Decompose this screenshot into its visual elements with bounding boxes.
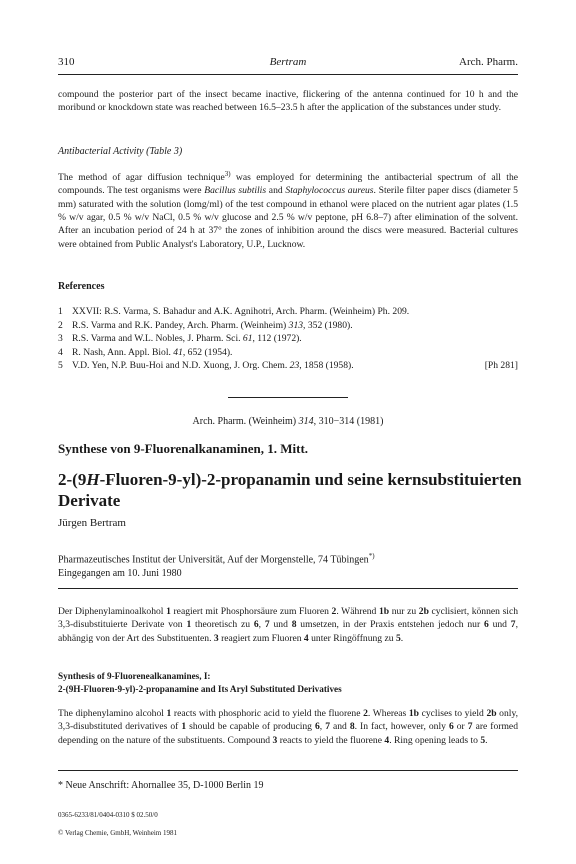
footnote-ref: 3) <box>224 170 231 178</box>
abstract-text: . Während <box>336 606 379 617</box>
para-text: The method of agar diffusion technique <box>58 172 225 184</box>
reference-item <box>58 359 518 373</box>
para-text: was employed for determining the antibacterial spectrum of all the compounds. The test organisms were <box>58 172 519 197</box>
antibacterial-paragraph <box>58 168 518 251</box>
abstract-text: unter Ringöffnung zu <box>308 632 396 644</box>
organism-name: Staphylococcus aureus <box>285 185 374 197</box>
abstract-text: Der Diphenylaminoalkohol <box>58 606 167 617</box>
running-header <box>58 56 518 72</box>
compound-number: 6 <box>314 721 320 733</box>
citation-line: Arch. Pharm. (Weinheim) 314, 310−314 (1981) <box>192 416 384 427</box>
abstract-text: are formed depending on the nature of the substituents. Compound <box>58 721 518 746</box>
reference-number: 4 <box>58 346 63 358</box>
compound-number: 6 <box>483 619 489 631</box>
affiliation <box>58 549 375 581</box>
abstract-text: and <box>329 721 350 733</box>
abstract-text: should be capable of producing <box>186 721 315 733</box>
abstract-text: . <box>485 734 488 746</box>
article-title: 2-(9H-Fluoren-9-yl)-2-propanamin und seine kernsubstituierten Derivate <box>58 470 522 510</box>
reference-text: R.S. Varma and R.K. Pandey, Arch. Pharm. (Weinheim) 313, 352 (1980). <box>72 319 353 331</box>
abstract-text: , <box>319 721 326 733</box>
reference-text: R.S. Varma and W.L. Nobles, J. Pharm. Sci. 61, 112 (1972). <box>72 333 302 345</box>
references-list <box>58 305 518 373</box>
abstract-text: und <box>269 619 292 631</box>
antibacterial-heading: Antibacterial Activity (Table 3) <box>58 146 183 157</box>
footnote: * Neue Anschrift: Ahornallee 35, D-1000 Berlin 19 <box>58 780 264 791</box>
abstract-text: The diphenylamino alcohol <box>58 708 167 719</box>
compound-number: 7 <box>510 619 516 631</box>
compound-number: 6 <box>448 721 454 733</box>
running-author: Bertram <box>269 56 307 68</box>
reference-number: 1 <box>58 306 63 317</box>
header-rule <box>58 74 518 75</box>
abstract-text: nur zu <box>389 606 419 617</box>
reference-item <box>58 319 518 333</box>
running-journal: Arch. Pharm. <box>459 56 518 68</box>
english-article-title: 2-(9H-Fluoren-9-yl)-2-propanamine and Its Aryl Substituted Derivatives <box>58 683 342 694</box>
reference-number: 3 <box>58 333 63 345</box>
abstract-text: cyclises to yield <box>419 708 487 719</box>
compound-number: 7 <box>325 721 330 733</box>
compound-number: 8 <box>349 721 355 733</box>
compound-number: 2 <box>363 708 368 719</box>
compound-number: 3 <box>213 632 219 644</box>
received-date: Eingegangen am 10. Juni 1980 <box>58 568 182 580</box>
reference-item <box>58 346 518 360</box>
compound-number: 7 <box>264 619 270 631</box>
english-series-title: Synthesis of 9-Fluorenealkanamines, I: <box>58 671 211 681</box>
english-heading <box>58 670 518 695</box>
reference-number: 2 <box>58 319 63 331</box>
compound-number: 1 <box>181 721 187 733</box>
abstract-text: . In fact, however, only <box>354 721 449 733</box>
footnote-marker: *) <box>368 552 375 560</box>
abstract-rule-top <box>58 588 518 589</box>
author-name: Jürgen Bertram <box>58 517 126 529</box>
article-separator <box>228 397 348 398</box>
compound-number: 3 <box>272 734 278 746</box>
compound-number: 2b <box>418 606 429 617</box>
reference-item <box>58 305 518 319</box>
abstract-text: reagiert zum Fluoren <box>218 632 304 644</box>
issn-line: 0365-6233/81/0404-0310 $ 02.50/0 <box>58 811 158 819</box>
compound-number: 1 <box>166 708 172 719</box>
abstract-text: umsetzen, in der Praxis entstehen jedoch nur <box>296 619 484 631</box>
references-heading: References <box>58 281 105 292</box>
abstract-text: reacts to yield the fluorene <box>277 734 385 746</box>
reference-item <box>58 332 518 346</box>
abstract-text: . Ring opening leads to <box>389 734 481 746</box>
abstract-text: . <box>400 632 404 644</box>
abstract-text: , abhängig von der Art des Substituenten. <box>58 619 518 644</box>
abstract-text: , <box>258 619 265 631</box>
copyright-line: © Verlag Chemie, GmbH, Weinheim 1981 <box>58 829 178 837</box>
para-text: . Sterile filter paper discs (diameter 5 mm) saturated with the solution (lomg/ml) of the test compound in ethanol were placed on the nutrient agar plates (1.5 % w/v agar, 0.5 % w/v NaCl, 0.5 % w/v glucose and 2.5 % w/v peptone, pH 6.8–7) after elimination of the solvent. After an incubation period of 24 h at 37° the zones of inhibition around the discs were measured. Bacterial cultures were obtained from Public Analyst's Laboratory, U.P., Lucknow. <box>58 185 518 250</box>
reference-text: R. Nash, Ann. Appl. Biol. 41, 652 (1954). <box>72 346 233 358</box>
abstract-text: or <box>453 721 468 733</box>
compound-number: 7 <box>467 721 473 733</box>
compound-number: 5 <box>395 632 401 644</box>
abstract-english <box>58 707 518 747</box>
affiliation-address: Pharmazeutisches Institut der Universität, Auf der Morgenstelle, 74 Tübingen <box>58 554 369 566</box>
compound-number: 2 <box>331 606 337 617</box>
compound-number: 1 <box>166 606 171 617</box>
compound-number: 6 <box>253 619 259 631</box>
abstract-text: . Whereas <box>367 708 409 719</box>
compound-number: 1 <box>186 619 192 631</box>
compound-number: 1b <box>408 708 420 719</box>
abstract-text: cyclisiert, können sich 3,3-disubstituierte Derivate von <box>58 606 519 631</box>
page-number: 310 <box>58 56 75 68</box>
compound-number: 2b <box>486 708 497 719</box>
reference-number: 5 <box>58 360 63 372</box>
abstract-text: only, 3,3-disubstituted derivatives of <box>58 708 519 733</box>
abstract-german <box>58 605 518 645</box>
compound-number: 5 <box>480 734 486 746</box>
reference-text: V.D. Yen, N.P. Buu-Hoi and N.D. Xuong, J. Org. Chem. 23, 1858 (1958). <box>72 360 354 372</box>
series-title: Synthese von 9-Fluorenalkanaminen, 1. Mitt. <box>58 441 309 456</box>
compound-number: 8 <box>291 619 297 631</box>
abstract-text: reagiert mit Phosphorsäure zum Fluoren <box>170 606 332 617</box>
abstract-text: theoretisch zu <box>191 619 254 631</box>
abstract-text: reacts with phosphoric acid to yield the fluorene <box>171 708 364 719</box>
compound-number: 4 <box>303 632 309 644</box>
organism-name: Bacillus subtilis <box>204 185 267 197</box>
compound-number: 4 <box>384 734 390 746</box>
compound-number: 1b <box>378 606 390 617</box>
abstract-text: und <box>488 619 511 631</box>
continuation-paragraph: compound the posterior part of the insect became inactive, flickering of the antenna continued for 10 h and the moribund or knockdown state was reached between 16.5–23.5 h after the application of the substances under study. <box>58 89 518 114</box>
manuscript-tag: [Ph 281] <box>484 360 518 372</box>
para-text: and <box>266 185 286 197</box>
footnote-rule <box>58 770 518 771</box>
reference-text: XXVII: R.S. Varma, S. Bahadur and A.K. Agnihotri, Arch. Pharm. (Weinheim) Ph. 209. <box>72 306 410 317</box>
